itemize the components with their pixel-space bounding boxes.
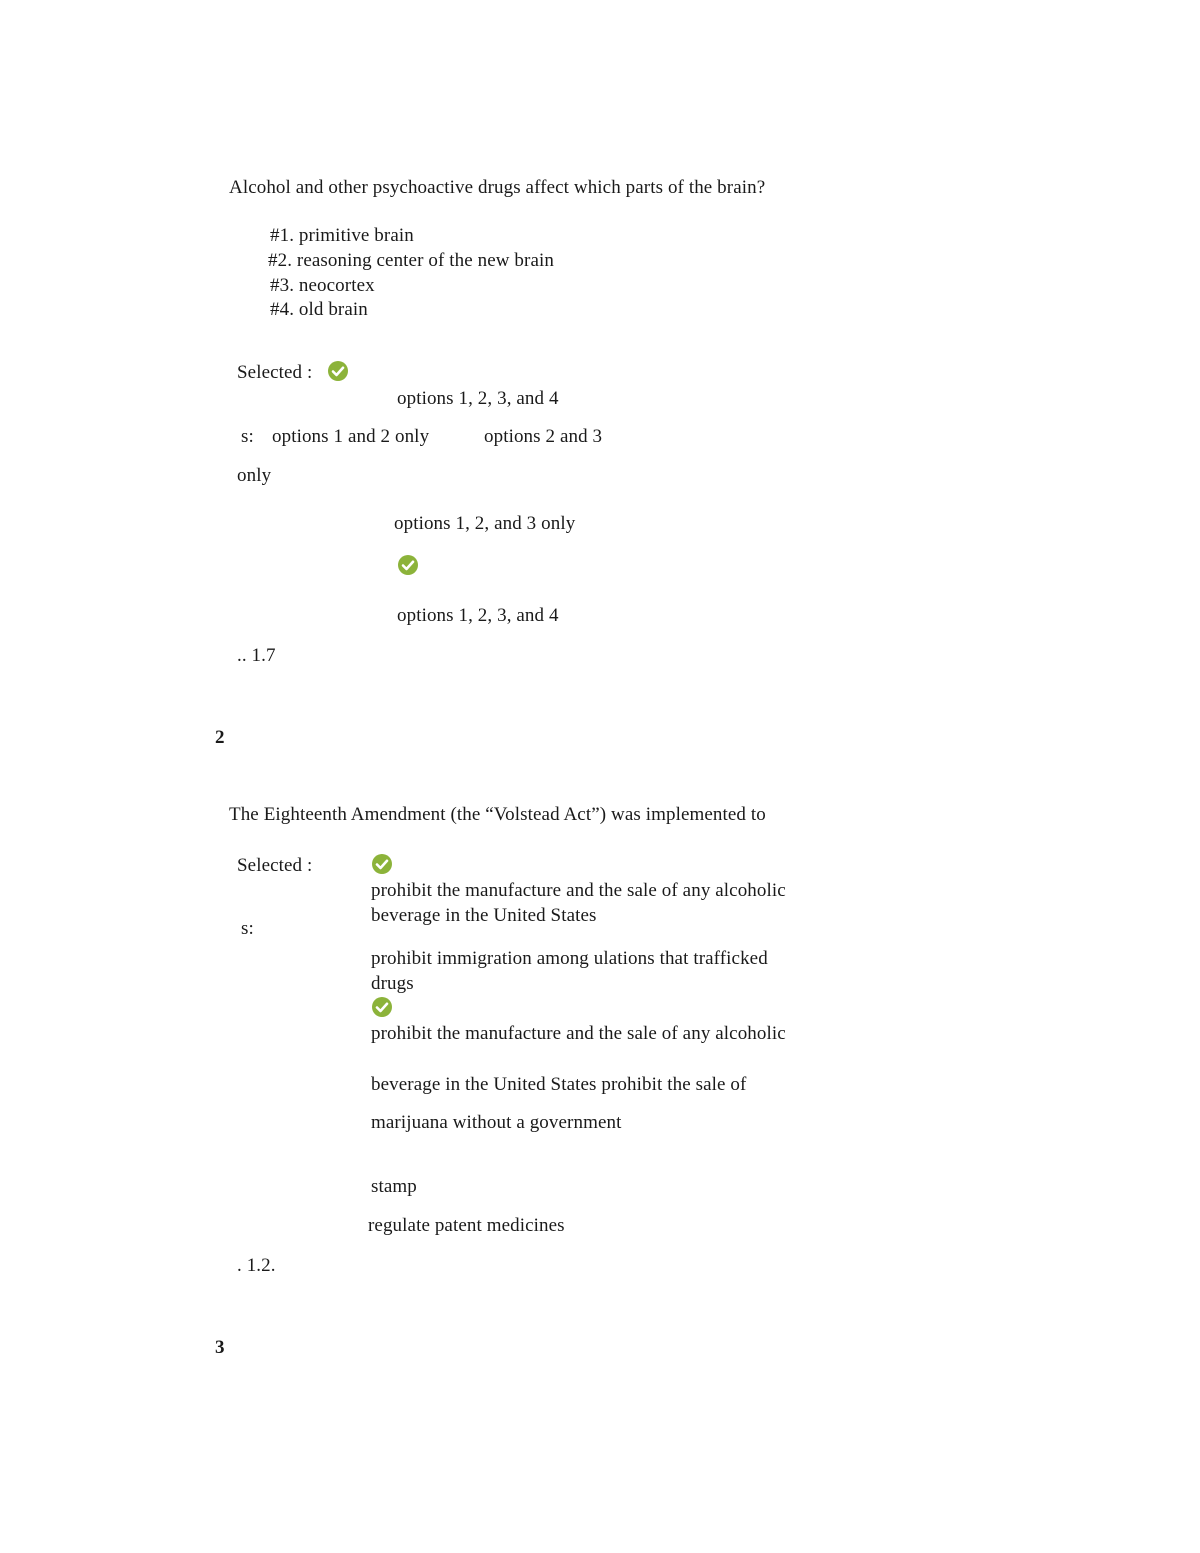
answer-option-c-line-2: stamp [371,1176,417,1197]
selected-answer-line-2: beverage in the United States [371,905,597,926]
selected-answer-line-1: prohibit the manufacture and the sale of any alcoholic [371,880,786,901]
check-circle-icon [397,554,419,576]
option-list-item-2: #2. reasoning center of the new brain [268,250,554,271]
question-1-text: Alcohol and other psychoactive drugs affect which parts of the brain? [229,177,766,198]
selected-label: Selected : [237,855,313,876]
answers-label: s: [241,918,254,939]
answer-option-c: options 1, 2, and 3 only [394,513,576,534]
question-number: 2 [215,727,225,748]
check-circle-icon [371,853,393,875]
answer-option-d: options 1, 2, 3, and 4 [397,605,559,626]
option-list-item-3: #3. neocortex [270,275,375,296]
check-circle-icon [371,996,393,1018]
answer-option-a: options 1 and 2 only [272,426,430,447]
answer-option-b-line-2: beverage in the United States prohibit the sale of [371,1074,747,1095]
question-number: 3 [215,1337,225,1358]
answer-option-b-continued: only [237,465,272,486]
answer-option-a-line-1: prohibit immigration among ulations that trafficked [371,948,768,969]
question-2-text: The Eighteenth Amendment (the “Volstead Act”) was implemented to [229,804,766,825]
answer-option-d: regulate patent medicines [368,1215,565,1236]
reference-text: .. 1.7 [237,645,276,666]
selected-label: Selected : [237,362,313,383]
answer-option-c-line-1: marijuana without a government [371,1112,622,1133]
answer-option-b: options 2 and 3 [484,426,603,447]
check-circle-icon [327,360,349,382]
selected-answer: options 1, 2, 3, and 4 [397,388,559,409]
answer-option-a-line-2: drugs [371,973,414,994]
option-list-item-4: #4. old brain [270,299,368,320]
answers-label: s: [241,426,254,447]
answer-option-b-line-1: prohibit the manufacture and the sale of any alcoholic [371,1023,786,1044]
reference-text: . 1.2. [237,1255,276,1276]
option-list-item-1: #1. primitive brain [270,225,414,246]
